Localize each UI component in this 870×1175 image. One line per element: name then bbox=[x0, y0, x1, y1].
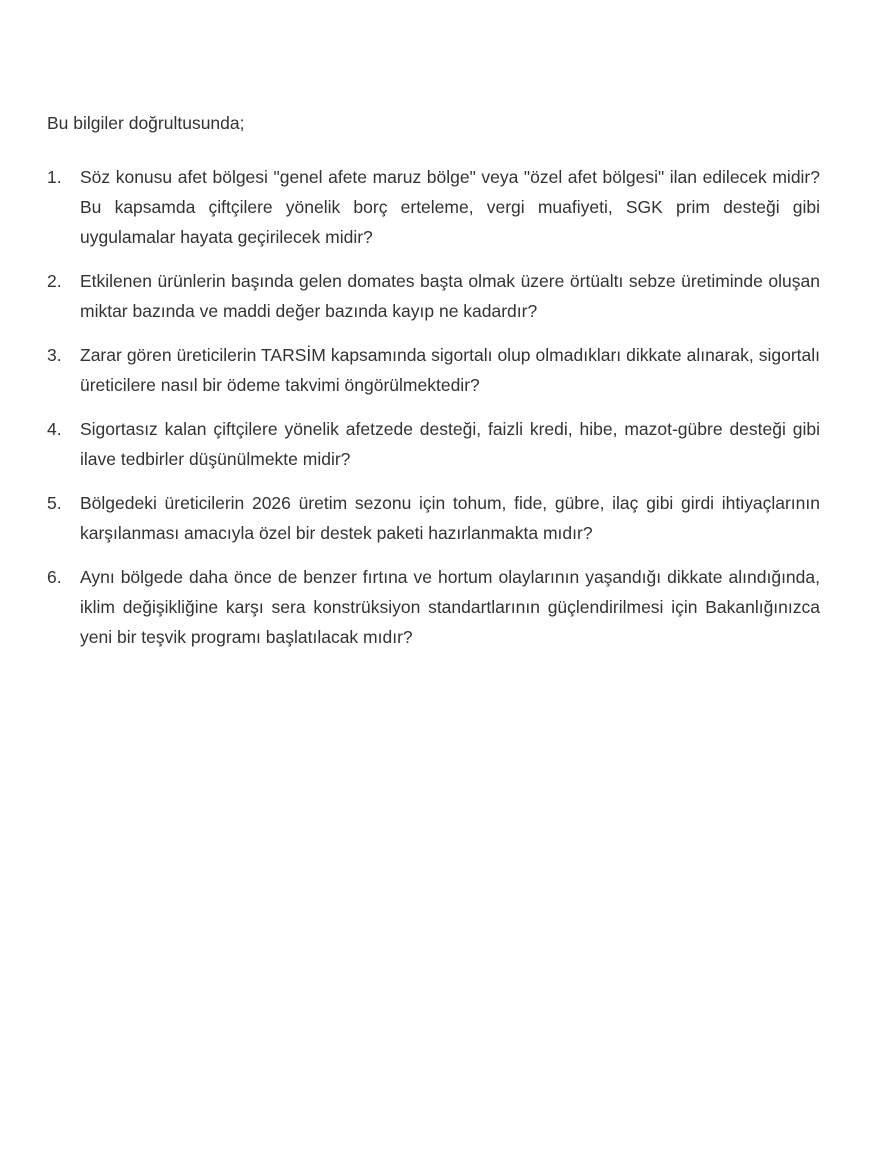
list-item-text: Etkilenen ürünlerin başında gelen domates başta olmak üzere örtüaltı sebze üretiminde oluşan miktar bazında ve maddi değer bazında kayıp ne kadardır? bbox=[80, 271, 820, 321]
list-item-number: 3. bbox=[47, 345, 62, 365]
list-item-number: 6. bbox=[47, 567, 62, 587]
list-item bbox=[47, 340, 820, 400]
list-item bbox=[47, 162, 820, 252]
list-item-text: Söz konusu afet bölgesi "genel afete maruz bölge" veya "özel afet bölgesi" ilan edilecek midir? Bu kapsamda çiftçilere yönelik borç erteleme, vergi muafiyeti, SGK prim desteği gibi uygulamalar hayata geçirilecek midir? bbox=[80, 167, 820, 247]
list-item bbox=[47, 266, 820, 326]
intro-line: Bu bilgiler doğrultusunda; bbox=[47, 113, 245, 133]
list-item bbox=[47, 562, 820, 652]
list-item-number: 1. bbox=[47, 167, 62, 187]
list-item-number: 5. bbox=[47, 493, 62, 513]
list-item-number: 2. bbox=[47, 271, 62, 291]
list-item-number: 4. bbox=[47, 419, 62, 439]
list-item bbox=[47, 488, 820, 548]
question-list bbox=[47, 162, 820, 652]
list-item-text: Aynı bölgede daha önce de benzer fırtına ve hortum olaylarının yaşandığı dikkate alındığında, iklim değişikliğine karşı sera konstrüksiyon standartlarının güçlendirilmesi için Bakanlığınızca yeni bir teşvik programı başlatılacak mıdır? bbox=[80, 567, 820, 647]
list-item-text: Zarar gören üreticilerin TARSİM kapsamında sigortalı olup olmadıkları dikkate alınarak, sigortalı üreticilere nasıl bir ödeme takvimi öngörülmektedir? bbox=[80, 345, 820, 395]
document-content bbox=[47, 108, 820, 666]
list-item bbox=[47, 414, 820, 474]
list-item-text: Sigortasız kalan çiftçilere yönelik afetzede desteği, faizli kredi, hibe, mazot-gübre desteği gibi ilave tedbirler düşünülmekte midir? bbox=[80, 419, 820, 469]
list-item-text: Bölgedeki üreticilerin 2026 üretim sezonu için tohum, fide, gübre, ilaç gibi girdi ihtiyaçlarının karşılanması amacıyla özel bir destek paketi hazırlanmakta mıdır? bbox=[80, 493, 820, 543]
